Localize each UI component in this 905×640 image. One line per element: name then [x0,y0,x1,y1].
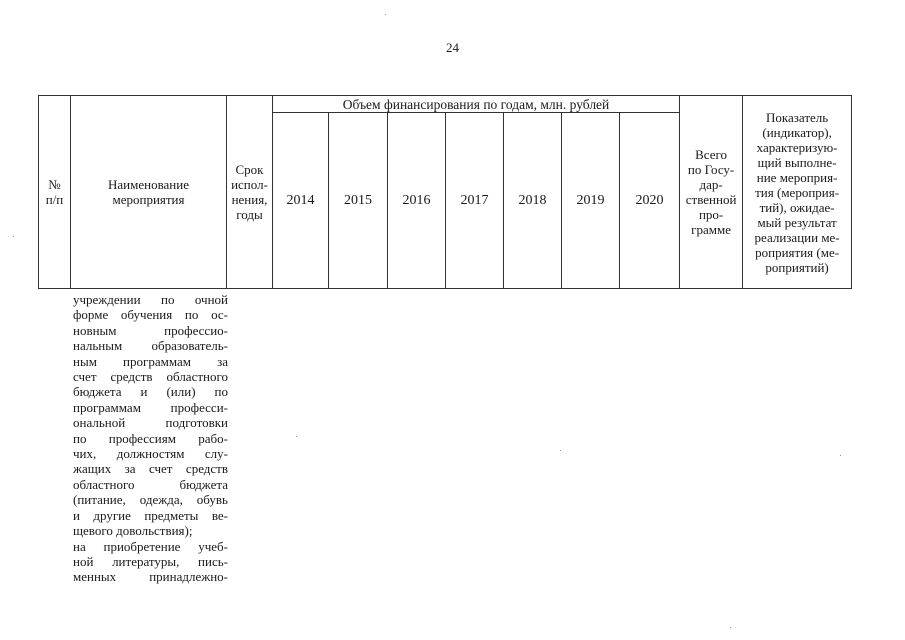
header-year-2017: 2017 [446,113,504,289]
text-line: ональной подготовки [73,415,228,431]
header-year-2018: 2018 [504,113,562,289]
text-line: новным профессио- [73,322,228,338]
header-number-line: п/п [45,192,64,207]
header-year-2015: 2015 [329,113,388,289]
header-name-line: Наименование [108,177,189,192]
text-line: щевого довольствия); [73,523,193,539]
header-indicator-line: роприятия (ме- [755,244,840,260]
budget-table [38,95,852,289]
header-indicator-line: ние мероприя- [756,169,838,185]
header-indicator-line: роприятий) [765,259,829,275]
scan-speck [560,450,561,451]
header-indicator-line: (индикатор), [762,124,832,140]
text-line: менных принадлежно- [73,569,228,585]
header-term-line: испол- [231,177,268,192]
header-total [680,96,743,289]
header-year-2014: 2014 [273,113,329,289]
header-indicator-line: тия (мероприя- [755,184,840,200]
text-line: по профессиям рабо- [73,430,228,446]
scan-speck [730,627,731,628]
header-indicator [743,96,852,289]
text-line: счет средств областного [73,369,228,385]
header-name-line: мероприятия [112,192,185,207]
header-indicator-line: щий выполне- [757,154,837,170]
scan-speck [385,14,386,15]
scan-speck [13,236,14,237]
text-line: областного бюджета [73,476,228,492]
text-line: форме обучения по ос- [73,307,228,323]
header-total-line: грамме [691,222,731,237]
header-total-line: про- [698,207,724,222]
text-line: нальным образователь- [73,338,228,354]
text-line: чих, должностям слу- [73,446,228,462]
text-line: учреждении по очной [73,292,228,307]
header-term-line: Срок [235,162,264,177]
header-funding: Объем финансирования по годам, млн. рублей [273,96,680,113]
header-total-line: по Госу- [687,162,735,177]
text-line: программам професси- [73,399,228,415]
header-term-line: нения, [231,192,268,207]
header-total-line: Всего [695,147,728,162]
text-line: ной литературы, пись- [73,553,228,569]
text-line: (питание, одежда, обувь [73,492,228,508]
header-term-line: годы [236,207,263,222]
header-number-line: № [48,177,61,192]
header-year-2019: 2019 [562,113,620,289]
header-number [39,96,71,289]
page-number: 24 [446,40,459,55]
text-line: жащих за счет средств [73,461,228,477]
header-indicator-line: Показатель [765,109,829,125]
header-indicator-line: мый результат [757,214,837,230]
header-term [227,96,273,289]
header-total-line: дар- [699,177,723,192]
header-total-line: ственной [685,192,737,207]
text-line: ным программам за [73,353,228,369]
header-name [71,96,227,289]
scan-speck [296,436,297,437]
header-indicator-line: тий), ожидае- [759,199,835,215]
header-year-2016: 2016 [388,113,446,289]
continuation-text [73,292,228,585]
header-year-2020: 2020 [620,113,680,289]
header-indicator-line: реализации ме- [754,229,840,245]
text-line: бюджета и (или) по [73,384,228,400]
scan-speck [840,455,841,456]
header-indicator-line: характеризую- [756,139,838,155]
text-line: и другие предметы ве- [73,507,228,523]
text-line: на приобретение учеб- [73,538,228,554]
